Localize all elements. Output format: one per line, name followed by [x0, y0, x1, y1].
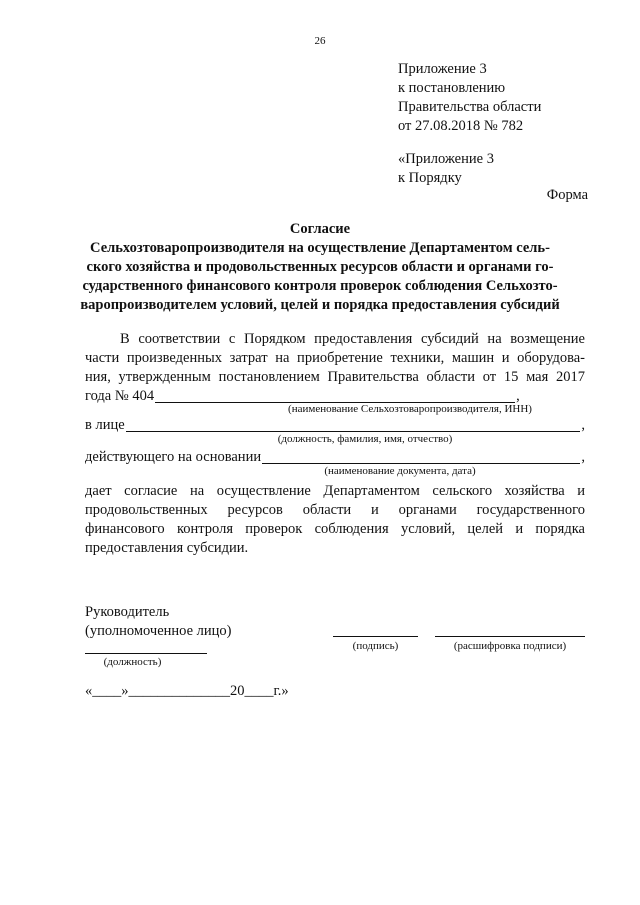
page-number: 26: [314, 35, 326, 47]
signature-caption: (подпись): [352, 640, 399, 652]
title-line-4: сударственного финансового контроля проверок соблюдения Сельхозто-: [82, 278, 558, 294]
order-appendix-line-2: к Порядку: [398, 170, 462, 186]
producer-comma: ,: [516, 388, 520, 404]
intro-line-3: ния, утвержденным постановлением Правительства области от 15 мая 2017: [85, 369, 585, 385]
appendix-line-3: Правительства области: [398, 99, 542, 115]
appendix-line-1: Приложение 3: [398, 61, 487, 77]
position-input-line[interactable]: [85, 653, 207, 654]
title-line-2: Сельхозтоваропроизводителя на осуществление Департаментом сель-: [90, 240, 550, 256]
person-caption: (должность, фамилия, имя, отчество): [277, 433, 453, 445]
intro-line-1: В соответствии с Порядком предоставления субсидий на возмещение: [120, 331, 585, 347]
basis-caption: (наименование документа, дата): [324, 465, 476, 477]
title-line-1: Согласие: [289, 221, 351, 237]
person-input-line[interactable]: [126, 417, 581, 432]
order-appendix-line-1: «Приложение 3: [398, 151, 494, 167]
appendix-reference: [398, 60, 541, 136]
basis-input-line[interactable]: [262, 449, 580, 464]
authorized-person-label: (уполномоченное лицо): [85, 623, 232, 639]
order-appendix-reference: [398, 150, 494, 188]
position-caption: (должность): [103, 656, 162, 668]
title-line-5: варопроизводителем условий, целей и порядка предоставления субсидий: [80, 297, 560, 313]
intro-line-4-prefix: года № 404: [85, 388, 155, 404]
person-prefix: в лице: [85, 417, 125, 433]
date-line[interactable]: «____»______________20____г.»: [85, 683, 289, 699]
producer-caption: (наименование Сельхозтоваропроизводителя, ИНН): [288, 403, 532, 415]
signature-decode-caption: (расшифровка подписи): [453, 640, 567, 652]
head-label: Руководитель: [85, 604, 170, 620]
basis-comma: ,: [581, 449, 585, 465]
appendix-line-2: к постановлению: [398, 80, 506, 96]
producer-input-line[interactable]: [155, 388, 515, 403]
basis-prefix: действующего на основании: [85, 449, 262, 465]
signature-input-line[interactable]: [333, 636, 418, 637]
intro-line-2: части произведенных затрат на приобретение техники, машин и оборудова-: [85, 350, 585, 366]
appendix-line-4: от 27.08.2018 № 782: [398, 118, 524, 134]
form-label: Форма: [546, 187, 588, 203]
consent-paragraph: дает согласие на осуществление Департаментом сельского хозяйства и продовольственных ресурсов области и органами государственного финансового контроля проверок соблюдения условий, целей и порядка предоставления субсидии.: [85, 483, 585, 556]
signature-decode-input-line[interactable]: [435, 636, 585, 637]
document-title: [60, 220, 580, 315]
person-comma: ,: [581, 417, 585, 433]
title-line-3: ского хозяйства и продовольственных ресурсов области и органами го-: [86, 259, 554, 275]
intro-paragraph: [85, 330, 585, 387]
